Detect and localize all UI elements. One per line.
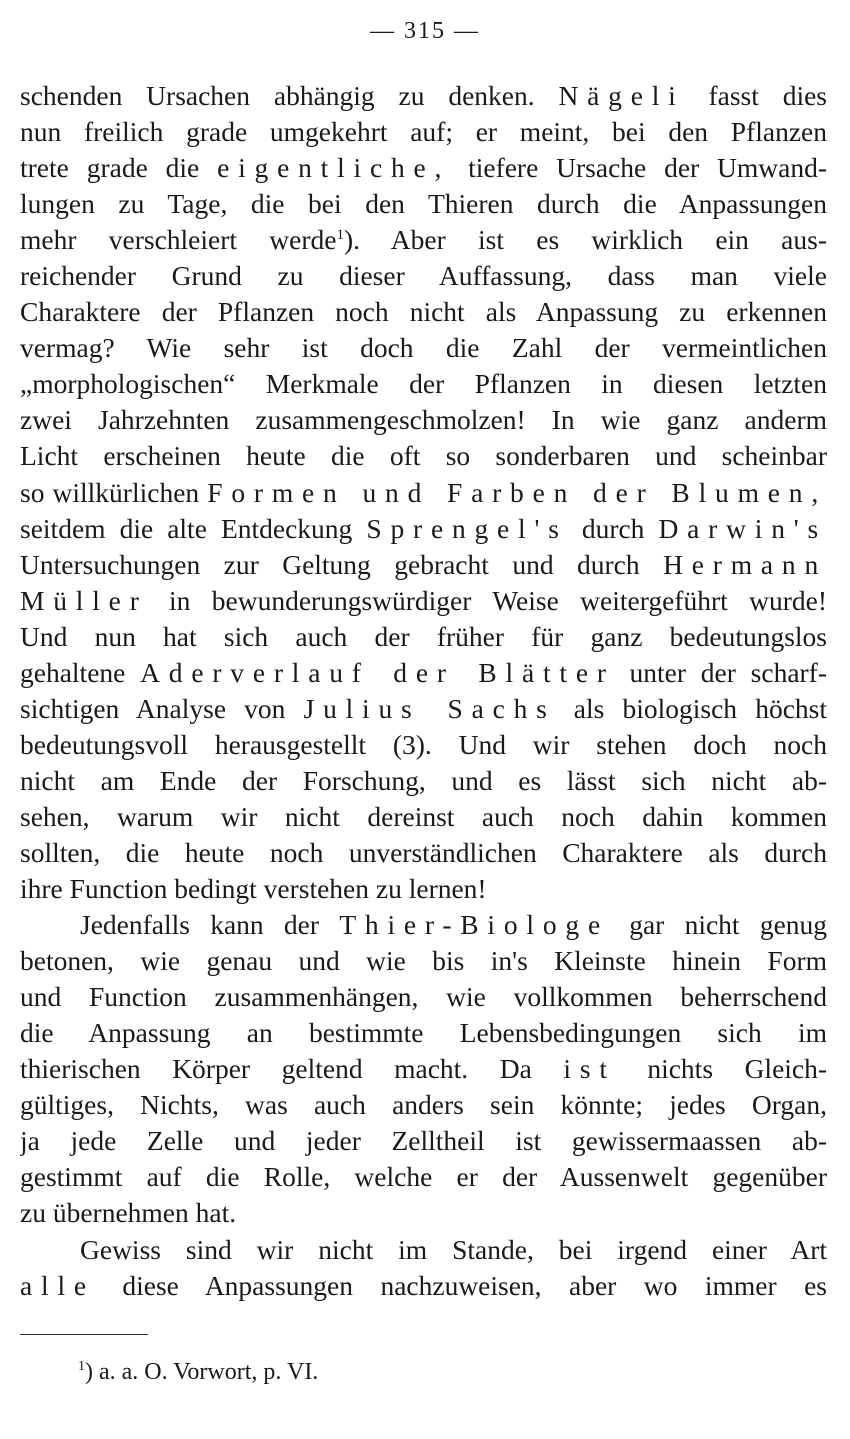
- text-line: „morphologischen“ Merkmale der Pflanzen in diesen letzten: [20, 368, 827, 400]
- text-line: nun freilich grade umgekehrt auf; er meint, bei den Pflanzen: [20, 116, 827, 148]
- footnote: [78, 1357, 318, 1387]
- text-line: ihre Function bedingt verstehen zu lernen!: [20, 873, 487, 905]
- text-line: thierischen Körper geltend macht. Da ist nichts Gleich-: [20, 1053, 827, 1085]
- spaced-emphasis: eigentliche,: [217, 152, 451, 184]
- text-line: sollten, die heute noch unverständlichen Charaktere als durch: [20, 836, 827, 868]
- spaced-emphasis: alle: [20, 1269, 95, 1301]
- text-line: schenden Ursachen abhängig zu denken. Nägeli fasst dies: [20, 80, 827, 111]
- text-line: ja jede Zelle und jeder Zelltheil ist gewissermaassen ab-: [20, 1125, 827, 1157]
- text-line: gültiges, Nichts, was auch anders sein könnte; jedes Organ,: [20, 1089, 827, 1121]
- spaced-name: Sprengel's: [366, 512, 568, 544]
- page-number: — 315 —: [370, 18, 480, 44]
- text-line: trete grade die eigentliche, tiefere Ursache der Umwand-: [20, 152, 827, 184]
- spaced-name: Hermann: [663, 548, 827, 580]
- spaced-name: Julius Sachs: [303, 692, 556, 724]
- text-line: Müller in bewunderungswürdiger Weise weitergeführt wurde!: [20, 584, 827, 616]
- text-line: so willkürlichen Formen und Farben der Blumen,: [20, 476, 827, 508]
- text-line: Licht erscheinen heute die oft so sonderbaren und scheinbar: [20, 440, 827, 472]
- text-line: sichtigen Analyse von Julius Sachs als biologisch höchst: [20, 692, 827, 724]
- spaced-name: Müller: [20, 584, 148, 616]
- text-line: reichender Grund zu dieser Auffassung, dass man viele: [20, 260, 827, 292]
- text-line: vermag? Wie sehr ist doch die Zahl der vermeintlichen: [20, 332, 827, 364]
- footnote-text: ) a. a. O. Vorwort, p. VI.: [85, 1359, 319, 1385]
- spaced-emphasis: Aderverlauf der Blätter: [140, 656, 615, 688]
- text-line: seitdem die alte Entdeckung Sprengel's durch Darwin's: [20, 512, 827, 544]
- text-line: Untersuchungen zur Geltung gebracht und durch Hermann: [20, 548, 827, 580]
- text-line: lungen zu Tage, die bei den Thieren durch die Anpassungen: [20, 188, 827, 220]
- spaced-emphasis: ist: [563, 1053, 616, 1085]
- text-line: und Function zusammenhängen, wie vollkommen beherrschend: [20, 981, 827, 1013]
- text-line: zu übernehmen hat.: [20, 1197, 237, 1229]
- footnote-marker: 1: [78, 1359, 85, 1374]
- text-line: gestimmt auf die Rolle, welche er der Aussenwelt gegenüber: [20, 1161, 827, 1193]
- spaced-name: Nägeli: [558, 80, 685, 111]
- text-line: bedeutungsvoll herausgestellt (3). Und wir stehen doch noch: [20, 728, 827, 760]
- footnote-divider: [20, 1334, 148, 1335]
- spaced-emphasis: Thier-Biologe: [339, 909, 609, 941]
- text-line: zwei Jahrzehnten zusammengeschmolzen! In wie ganz anderm: [20, 404, 827, 436]
- text-line: nicht am Ende der Forschung, und es lässt sich nicht ab-: [20, 764, 827, 796]
- text-line: gehaltene Aderverlauf der Blätter unter der scharf-: [20, 656, 827, 688]
- text-line: Charaktere der Pflanzen noch nicht als Anpassung zu erkennen: [20, 296, 827, 328]
- text-line: Jedenfalls kann der Thier-Biologe gar nicht genug: [80, 909, 827, 941]
- spaced-emphasis: Formen und Farben der Blumen,: [207, 476, 827, 508]
- text-line: mehr verschleiert werde$^1$). Aber ist es wirklich ein aus-: [20, 224, 827, 256]
- footnote-ref: 1: [336, 227, 344, 244]
- text-line: Gewiss sind wir nicht im Stande, bei irgend einer Art: [80, 1233, 827, 1265]
- text-line: Und nun hat sich auch der früher für ganz bedeutungslos: [20, 620, 827, 652]
- spaced-name: Darwin's: [658, 512, 827, 544]
- text-line: betonen, wie genau und wie bis in's Kleinste hinein Form: [20, 945, 827, 977]
- text-line: sehen, warum wir nicht dereinst auch noch dahin kommen: [20, 800, 827, 832]
- body-text: [20, 78, 827, 1304]
- text-line: alle diese Anpassungen nachzuweisen, aber wo immer es: [20, 1269, 827, 1301]
- text-line: die Anpassung an bestimmte Lebensbedingungen sich im: [20, 1017, 827, 1049]
